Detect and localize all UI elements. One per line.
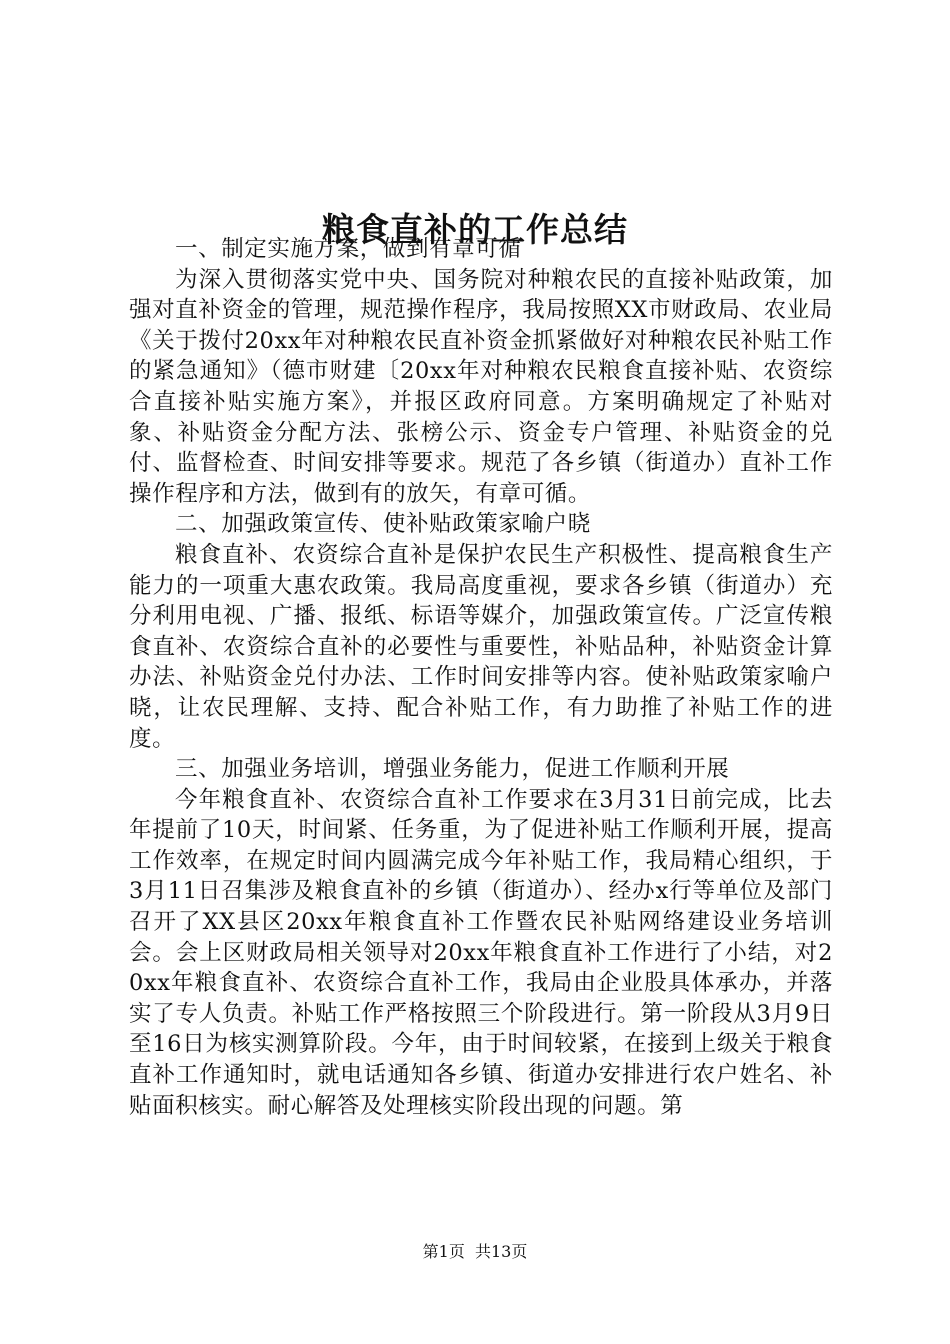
document-body [129,234,833,1121]
section-heading-2: 二、加强政策宣传、使补贴政策家喻户晓 [175,511,591,538]
body-paragraph-1: 为深入贯彻落实党中央、国务院对种粮农民的直接补贴政策，加强对直补资金的管理，规范操作程序，我局按照XX市财政局、农业局《关于拨付20xx年对种粮农民直补资金抓紧做好对种粮农民补贴工作的紧急通知》（德市财建〔20xx年对种粮农民粮食直接补贴、农资综合直接补贴实施方案》，并报区政府同意。方案明确规定了补贴对象、补贴资金分配方法、张榜公示、资金专户管理、补贴资金的兑付、监督检查、时间安排等要求。规范了各乡镇（街道办）直补工作操作程序和方法，做到有的放矢，有章可循。 [129,266,833,507]
section-heading-3: 三、加强业务培训，增强业务能力，促进工作顺利开展 [175,756,730,783]
section-heading-1: 一、制定实施方案，做到有章可循 [175,236,522,262]
page-footer: 第1页 共13页 [422,1242,528,1261]
body-paragraph-2: 粮食直补、农资综合直补是保护农民生产积极性、提高粮食生产能力的一项重大惠农政策。我局高度重视，要求各乡镇（街道办）充分利用电视、广播、报纸、标语等媒介，加强政策宣传。广泛宣传粮食直补、农资综合直补的必要性与重要性，补贴品种，补贴资金计算办法、补贴资金兑付办法、工作时间安排等内容。使补贴政策家喻户晓，让农民理解、支持、配合补贴工作，有力助推了补贴工作的进度。 [129,541,833,752]
body-paragraph-3: 今年粮食直补、农资综合直补工作要求在3月31日前完成，比去年提前了10天，时间紧、任务重，为了促进补贴工作顺利开展，提高工作效率，在规定时间内圆满完成今年补贴工作，我局精心组织，于3月11日召集涉及粮食直补的乡镇（街道办）、经办x行等单位及部门召开了XX县区20xx年粮食直补工作暨农民补贴网络建设业务培训会。会上区财政局相关领导对20xx年粮食直补工作进行了小结，对20xx年粮食直补、农资综合直补工作，我局由企业股具体承办，并落实了专人负责。补贴工作严格按照三个阶段进行。第一阶段从3月9日至16日为核实测算阶段。今年，由于时间较紧，在接到上级关于粮食直补工作通知时，就电话通知各乡镇、街道办安排进行农户姓名、补贴面积核实。耐心解答及处理核实阶段出现的问题。第 [129,786,833,1119]
document-title: 粮食直补的工作总结 [322,210,628,250]
